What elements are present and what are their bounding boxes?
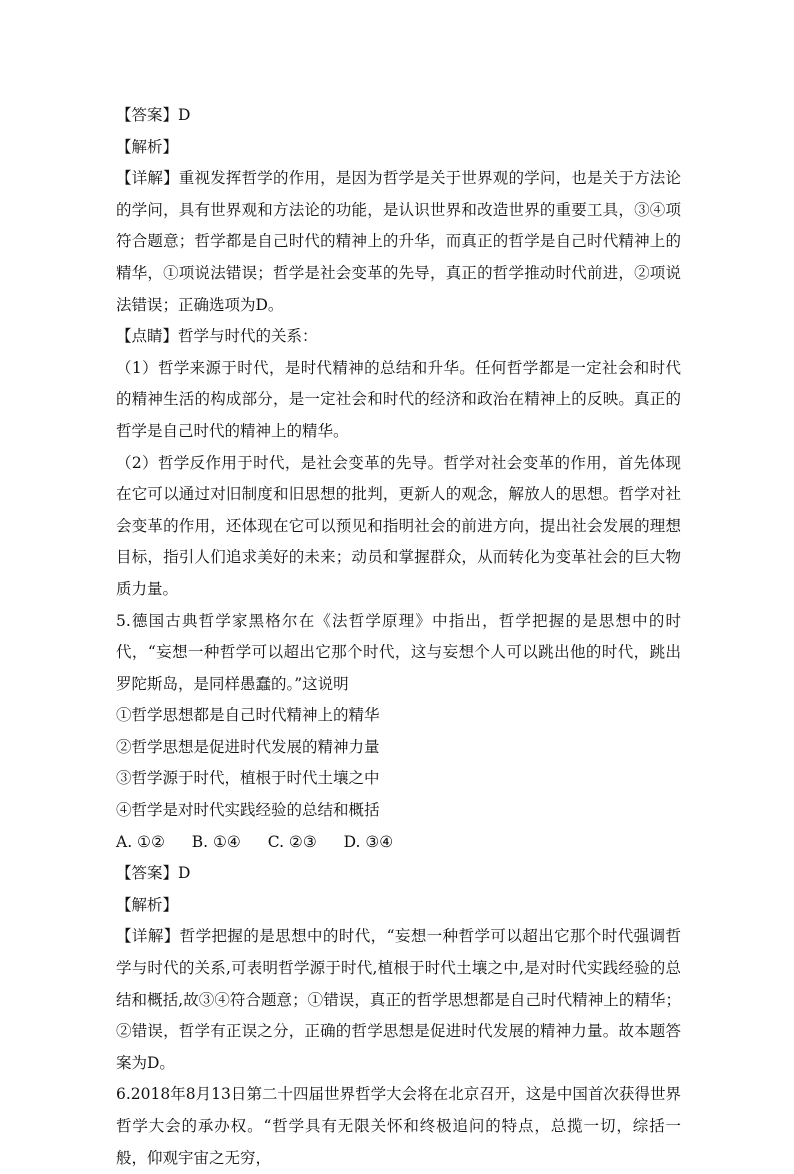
q5-item-4: ④哲学是对时代实践经验的总结和概括 [116, 801, 380, 820]
q5-option-b: B. ①④ [191, 832, 241, 851]
q5-option-c: C. ②③ [267, 832, 317, 851]
q4-detail-tag: 【详解】 [116, 169, 179, 188]
q5-option-a: A. ①② [116, 832, 165, 851]
document-page [116, 100, 681, 1174]
q4-point-tag: 【点睛】 [116, 327, 179, 346]
q5-item-2: ②哲学思想是促进时代发展的精神力量 [116, 737, 380, 756]
q5-analysis-label: 【解析】 [116, 895, 179, 914]
q5-stem: 5.德国古典哲学家黑格尔在《法哲学原理》中指出，哲学把握的是思想中的时代，“妄想一种哲学可以超出它那个时代，这与妄想个人可以跳出他的时代，跳出罗陀斯岛，是同样愚蠢的。”这说明 [116, 611, 681, 693]
q4-answer: 【答案】D [116, 106, 191, 124]
q5-answer: 【答案】D [116, 864, 191, 883]
q5-option-d: D. ③④ [343, 832, 394, 851]
q5-options [116, 827, 681, 859]
q4-point-1: （1）哲学来源于时代，是时代精神的总结和升华。任何哲学都是一定社会和时代的精神生活的构成部分，是一定社会和时代的经济和政治在精神上的反映。真正的哲学是自己时代的精神上的精华。 [116, 358, 681, 440]
q5-detail-tag: 【详解】 [116, 927, 180, 946]
q6-stem: 6.2018年8月13日第二十四届世界哲学大会将在北京召开，这是中国首次获得世界哲学大会的承办权。“哲学具有无限关怀和终极追问的特点，总揽一切，综括一般，仰观宇宙之无穷， [116, 1085, 681, 1167]
q4-analysis-label: 【解析】 [116, 137, 179, 156]
q5-item-3: ③哲学源于时代，植根于时代土壤之中 [116, 769, 380, 788]
q5-item-1: ①哲学思想都是自己时代精神上的精华 [116, 706, 380, 725]
q5-detail-text: 哲学把握的是思想中的时代，“妄想一种哲学可以超出它那个时代强调哲学与时代的关系,可表明哲学源于时代,植根于时代土壤之中,是对时代实践经验的总结和概括,故③④符合题意；①错误，真正的哲学思想都是自己时代精神上的精华；②错误，哲学有正误之分，正确的哲学思想是促进时代发展的精神力量。故本题答案为D。 [116, 927, 681, 1072]
q4-point-heading [116, 321, 681, 353]
q5-detail [116, 921, 681, 1079]
q4-point-2: （2）哲学反作用于时代，是社会变革的先导。哲学对社会变革的作用，首先体现在它可以通过对旧制度和旧思想的批判，更新人的观念，解放人的思想。哲学对社会变革的作用，还体现在它可以预见和指明社会的前进方向，提出社会发展的理想目标，指引人们追求美好的未来；动员和掌握群众，从而转化为变革社会的巨大物质力量。 [116, 453, 681, 598]
q4-detail [116, 163, 681, 321]
q4-point-title: 哲学与时代的关系： [178, 327, 318, 346]
q4-detail-text: 重视发挥哲学的作用，是因为哲学是关于世界观的学问，也是关于方法论的学问，具有世界观和方法论的功能，是认识世界和改造世界的重要工具，③④项符合题意；哲学都是自己时代的精神上的升华，而真正的哲学是自己时代精神上的精华，①项说法错误；哲学是社会变革的先导，真正的哲学推动时代前进，②项说法错误；正确选项为D。 [116, 169, 681, 314]
